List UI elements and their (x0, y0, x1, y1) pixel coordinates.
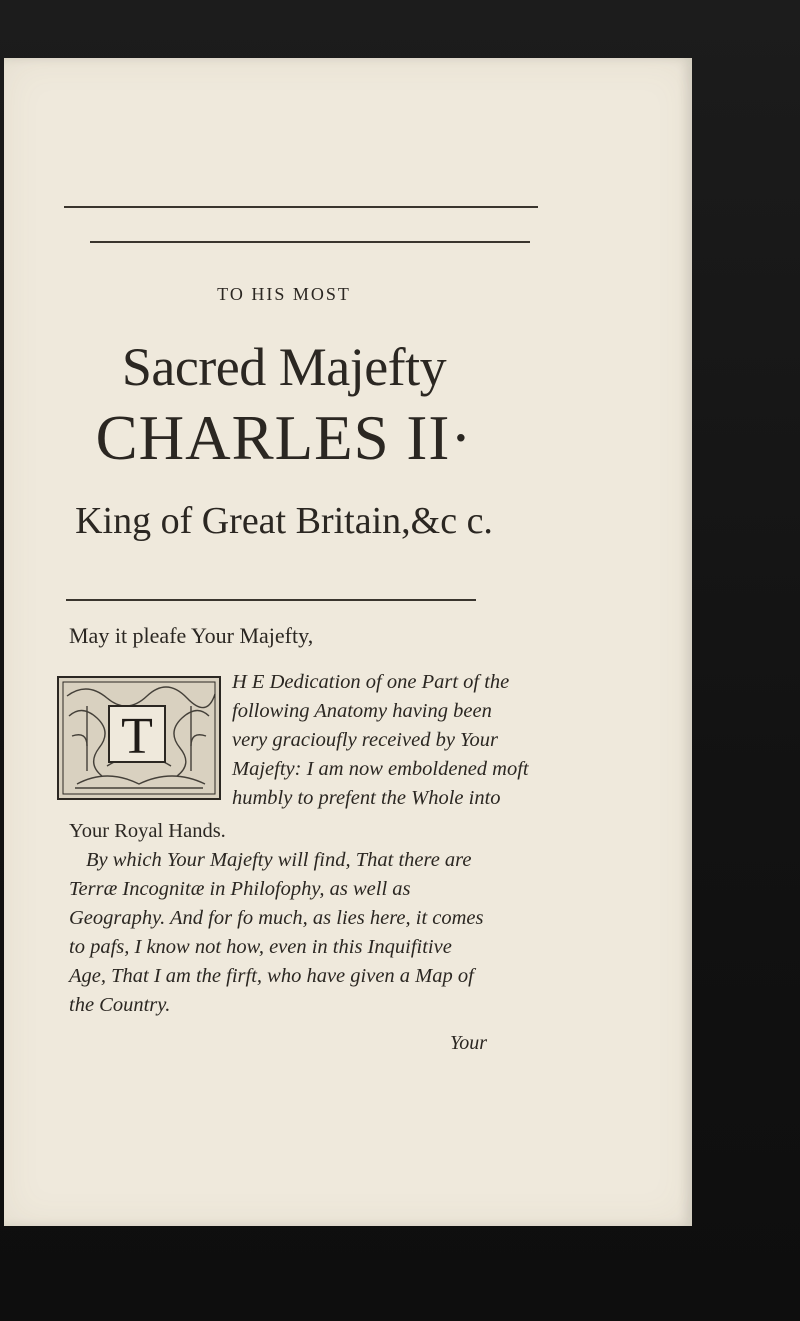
salutation: May it pleafe Your Majefty, (69, 623, 314, 648)
top-rule-2 (90, 241, 530, 243)
dedication-line: humbly to prefent the Whole into (232, 787, 501, 809)
initial-letter: T (121, 708, 153, 765)
title-sacred-majesty: Sacred Majefty (121, 337, 447, 397)
decorated-initial (57, 676, 221, 800)
dedication-line: following Anatomy having been (232, 700, 492, 722)
middle-rule (66, 599, 476, 601)
second-paragraph: By which Your Majefty will find, That there are Terræ Incognitæ in Philofophy, as well as Geography. And for fo much, as lies here, it comes to pafs, I know not how, even in this Inquifitive Age, That I am the firft, who have given a Map of the Country. (69, 849, 484, 1016)
dedication-line: very gracioufly received by Your (232, 729, 499, 751)
continuation-line: Your Royal Hands. (69, 820, 226, 842)
book-page (4, 58, 692, 1226)
title-charles-ii: CHARLES II· (95, 403, 473, 473)
dedication-header: TO HIS MOST (217, 284, 351, 304)
title-king-of-great-britain: King of Great Britain,&c c. (75, 500, 493, 542)
dedication-line: H E Dedication of one Part of the (232, 671, 510, 693)
dedication-paragraph (232, 668, 670, 813)
top-rule-1 (64, 206, 538, 208)
dedication-line: Majefty: I am now emboldened moft (232, 758, 529, 780)
catchword: Your (450, 1032, 488, 1054)
